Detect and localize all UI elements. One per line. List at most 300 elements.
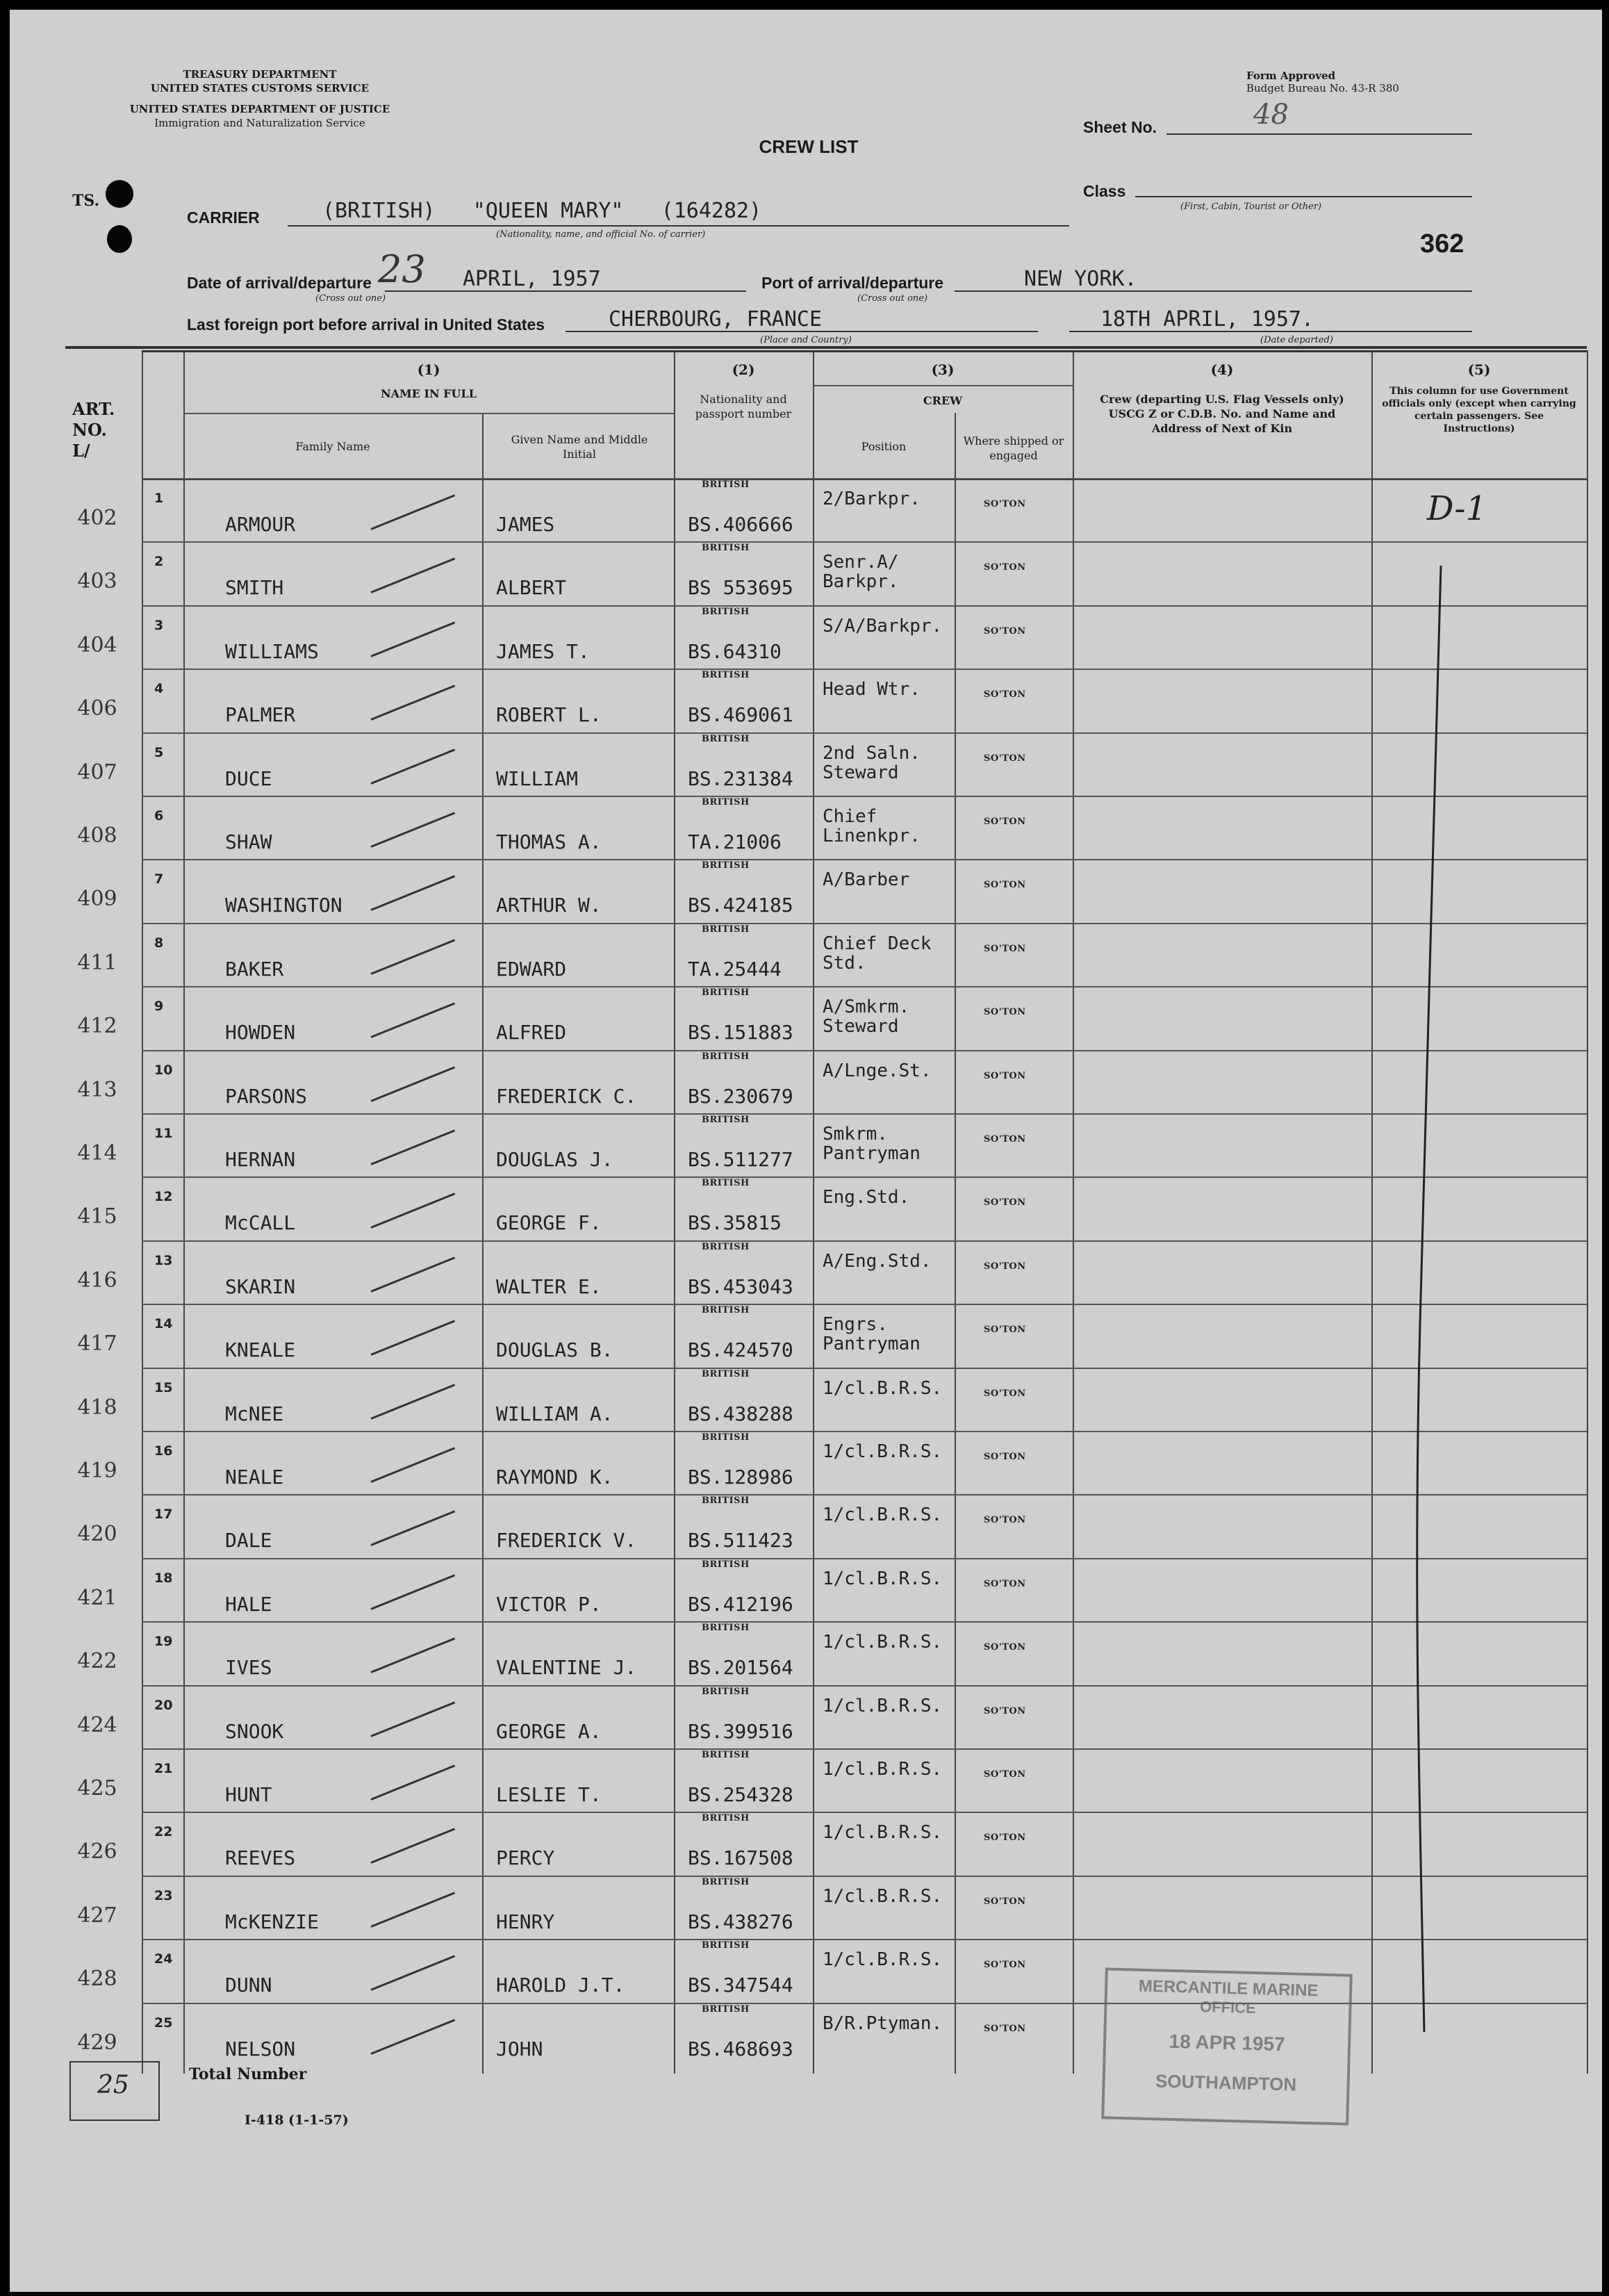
family-name: SMITH [225,576,284,600]
family-name: HERNAN [225,1148,296,1171]
col4-text: Crew (departing U.S. Flag Vessels only) USCG Z or C.D.B. No. and Name and Address of Next of Kin [1100,393,1344,435]
given-name: ARTHUR W. [496,894,602,917]
row-number: 2 [154,554,164,570]
col2-nationality: Nationality and passport number [695,393,792,420]
ts-mark: TS. [72,192,100,210]
family-name: WASHINGTON [225,894,343,917]
table-row [142,1431,1587,1495]
passport-number: BS.468693 [688,2037,793,2060]
table-row [142,732,1587,796]
nationality: BRITISH [702,1750,750,1760]
sheet-no-label: Sheet No. [1083,118,1157,136]
date-departed-value: 18TH APRIL, 1957. [1100,307,1314,331]
family-name: PALMER [225,703,296,727]
arrival-label: Date of arrival/departure [187,274,372,292]
row-number: 24 [154,1951,173,1967]
position: 1/cl.B.R.S. [823,1377,943,1399]
given-name: JOHN [496,2037,543,2060]
passport-number: BS.151883 [688,1021,793,1044]
class-caption: (First, Cabin, Tourist or Other) [1180,202,1322,212]
position: 1/cl.B.R.S. [823,1695,943,1716]
arrival-caption: (Cross out one) [315,293,386,304]
given-name: RAYMOND K. [496,1466,613,1489]
given-name: VICTOR P. [496,1592,602,1616]
position: 1/cl.B.R.S. [823,1949,943,1971]
pencil-check-mark [370,1384,455,1419]
position: A/Lnge.St. [823,1060,932,1081]
table-row [142,923,1587,987]
nationality: BRITISH [702,1876,750,1887]
nationality: BRITISH [702,1940,750,1951]
passport-number: BS.511423 [688,1529,793,1552]
table-row [142,859,1587,923]
position: A/Eng.Std. [823,1250,932,1272]
stamp-line1: MERCANTILE MARINE [1138,1976,1319,2001]
where-shipped: SO'TON [984,1896,1026,1907]
agency-ins: Immigration and Naturalization Service [154,117,365,129]
art-number: 427 [77,1903,117,1928]
art-number: 411 [77,950,117,975]
pencil-check-mark [370,1511,455,1546]
pencil-check-mark [370,748,455,784]
where-shipped: SO'TON [984,1197,1026,1208]
row-number: 1 [154,491,164,506]
art-number: 402 [77,506,117,530]
pencil-check-mark [370,1003,455,1038]
nationality: BRITISH [702,543,750,554]
position: 1/cl.B.R.S. [823,1632,943,1653]
given-name: FREDERICK V. [496,1529,637,1552]
given-name: VALENTINE J. [496,1656,637,1680]
position: 1/cl.B.R.S. [823,1568,943,1589]
art-no-header-text: ART. NO. L/ [72,399,115,461]
passport-number: BS.128986 [688,1466,793,1489]
art-number: 415 [77,1204,117,1229]
table-row [142,541,1587,605]
form-number: I-418 (1-1-57) [245,2113,349,2128]
position: 2nd Saln. Steward [823,742,921,783]
pencil-check-mark [370,494,455,530]
given-name: GEORGE F. [496,1211,602,1235]
passport-number: BS.231384 [688,766,793,790]
pencil-check-mark [370,2019,455,2054]
last-port-value: CHERBOURG, FRANCE [609,307,823,331]
where-shipped: SO'TON [984,1452,1026,1462]
art-number: 420 [77,1522,117,1547]
family-name: McKENZIE [225,1910,319,1933]
where-shipped: SO'TON [984,817,1026,827]
position: B/R.Ptyman. [823,2012,943,2034]
art-number: 421 [77,1585,117,1610]
position: 2/Barkpr. [823,489,921,509]
where-shipped: SO'TON [984,1960,1026,1971]
family-name: NEALE [225,1466,284,1489]
position: A/Smkrm. Steward [823,997,910,1038]
passport-number: BS.64310 [688,639,782,663]
row-number: 18 [154,1570,173,1586]
position: 1/cl.B.R.S. [823,1504,943,1526]
port-caption: (Cross out one) [857,293,928,304]
given-name: HENRY [496,1910,555,1933]
pencil-check-mark [370,1701,455,1737]
pencil-check-mark [370,1447,455,1482]
row-number: 25 [154,2015,173,2031]
family-name: DALE [225,1529,272,1552]
position: Chief Linenkpr. [823,806,921,846]
family-name: DUNN [225,1974,272,1997]
nationality: BRITISH [702,1623,750,1634]
given-name: GEORGE A. [496,1719,602,1743]
passport-number: BS.201564 [688,1656,793,1680]
col5-handdrawn-line [1392,559,1462,2046]
col1-number: (1) [417,361,440,378]
nationality: BRITISH [702,797,750,807]
pencil-check-mark [370,812,455,847]
row-number: 14 [154,1316,173,1332]
given-name: DOUGLAS J. [496,1148,613,1171]
table-row [142,796,1587,860]
art-number: 419 [77,1459,117,1483]
budget-bureau: Budget Bureau No. 43-R 380 [1246,82,1399,95]
passport-number: BS.399516 [688,1719,793,1743]
where-shipped: SO'TON [984,1070,1026,1081]
nationality: BRITISH [702,670,750,681]
row-number: 5 [154,744,164,760]
header-separator [65,346,1587,349]
col4-number: (4) [1210,361,1234,378]
where-shipped: SO'TON [984,562,1026,573]
nationality: BRITISH [702,1051,750,1062]
where-shipped: SO'TON [984,1515,1026,1526]
table-row [142,1621,1587,1685]
stamp-line2: OFFICE [1199,1997,1257,2017]
passport-number: BS.412196 [688,1592,793,1616]
row-number: 21 [154,1761,173,1776]
pencil-check-mark [370,621,455,657]
col5-mark: D-1 [1427,489,1487,528]
position: Engrs. Pantryman [823,1314,921,1355]
passport-number: BS.424570 [688,1338,793,1362]
row-number: 6 [154,808,164,823]
row-number: 17 [154,1507,173,1523]
pencil-check-mark [370,1892,455,1927]
art-number: 428 [77,1967,117,1992]
family-name: PARSONS [225,1084,308,1108]
position: Senr.A/ Barkpr. [823,552,899,593]
row-number: 20 [154,1697,173,1713]
col-position: Position [861,440,907,453]
given-name: LESLIE T. [496,1783,602,1806]
family-name: DUCE [225,766,272,790]
art-number: 414 [77,1141,117,1165]
art-number: 413 [77,1077,117,1102]
where-shipped: SO'TON [984,499,1026,509]
where-shipped: SO'TON [984,625,1026,637]
given-name: DOUGLAS B. [496,1338,613,1362]
nationality: BRITISH [702,1432,750,1443]
arrival-value: APRIL, 1957 [463,267,601,291]
row-number: 19 [154,1634,173,1650]
family-name: IVES [225,1656,272,1680]
pencil-check-mark [370,1955,455,1991]
col2-number: (2) [732,361,755,378]
row-number: 9 [154,999,164,1015]
table-row [142,986,1587,1050]
where-shipped: SO'TON [984,1642,1026,1653]
pencil-check-mark [370,558,455,593]
where-shipped: SO'TON [984,689,1026,700]
pencil-check-mark [370,876,455,911]
col-given-name: Given Name and Middle Initial [511,433,648,461]
family-name: NELSON [225,2037,296,2060]
pencil-check-mark [370,1193,455,1229]
given-name: JAMES [496,513,555,536]
pencil-check-mark [370,1764,455,1800]
nationality: BRITISH [702,2003,750,2015]
art-number: 417 [77,1331,117,1356]
position: A/Barber [823,869,910,891]
agency-customs: UNITED STATES CUSTOMS SERVICE [150,82,370,95]
arrival-day: 23 [378,247,426,291]
pencil-check-mark [370,1066,455,1101]
table-row [142,1876,1587,1940]
given-name: THOMAS A. [496,830,602,853]
passport-number: BS.230679 [688,1084,793,1108]
nationality: BRITISH [702,1178,750,1189]
nationality: BRITISH [702,1305,750,1316]
given-name: WILLIAM A. [496,1402,613,1425]
position: Head Wtr. [823,679,921,700]
art-number: 425 [77,1776,117,1801]
position: Chief Deck Std. [823,933,932,974]
carrier-value: (BRITISH) "QUEEN MARY" (164282) [322,199,762,223]
where-shipped: SO'TON [984,1769,1026,1780]
given-name: JAMES T. [496,639,590,663]
family-name: HALE [225,1592,272,1616]
stamp-place: SOUTHAMPTON [1155,2070,1297,2095]
col3-crew: CREW [923,394,963,407]
art-number: 416 [77,1268,117,1293]
nationality: BRITISH [702,987,750,999]
port-label: Port of arrival/departure [761,274,944,292]
where-shipped: SO'TON [984,1007,1026,1018]
art-number: 426 [77,1839,117,1864]
table-row [142,605,1587,669]
family-name: WILLIAMS [225,639,319,663]
family-name: REEVES [225,1846,296,1870]
punch-hole-bottom [107,225,132,253]
art-number: 407 [77,760,117,785]
nationality: BRITISH [702,1495,750,1507]
pencil-check-mark [370,1574,455,1609]
family-name: SNOOK [225,1719,284,1743]
table-row [142,1494,1587,1558]
row-number: 12 [154,1189,173,1205]
table-row [142,1176,1587,1240]
table-row [142,1558,1587,1622]
nationality: BRITISH [702,1813,750,1824]
passport-number: TA.21006 [688,830,782,853]
given-name: WALTER E. [496,1274,602,1298]
passport-number: BS.406666 [688,513,793,536]
col3-number: (3) [931,361,955,378]
nationality: BRITISH [702,1241,750,1252]
pencil-check-mark [370,1638,455,1673]
passport-number: BS.424185 [688,894,793,917]
where-shipped: SO'TON [984,1388,1026,1399]
where-shipped: SO'TON [984,2023,1026,2034]
family-name: KNEALE [225,1338,296,1362]
art-number: 418 [77,1395,117,1420]
given-name: ROBERT L. [496,703,602,727]
class-label: Class [1083,182,1126,200]
agency-treasury: TREASURY DEPARTMENT [183,68,337,81]
family-name: BAKER [225,957,284,981]
table-row [142,478,1587,542]
passport-number: BS.35815 [688,1211,782,1235]
row-number: 10 [154,1062,173,1078]
col5-text: This column for use Government officials only (except when carrying certain passengers. See Instructions) [1382,386,1576,434]
passport-number: BS.167508 [688,1846,793,1870]
row-number: 23 [154,1887,173,1903]
family-name: HOWDEN [225,1021,296,1044]
family-name: SKARIN [225,1274,296,1298]
passport-number: BS.511277 [688,1148,793,1171]
art-number: 403 [77,569,117,594]
col-where-shipped: Where shipped or engaged [963,434,1064,462]
passport-number: BS.254328 [688,1783,793,1806]
col1-name-in-full: NAME IN FULL [380,387,477,400]
nationality: BRITISH [702,1115,750,1125]
art-number: 429 [77,2030,117,2055]
passport-number: BS.469061 [688,703,793,727]
art-number: 424 [77,1712,117,1737]
form-approved: Form Approved [1246,69,1336,82]
table-row [142,1812,1587,1876]
position: 1/cl.B.R.S. [823,1822,943,1844]
nationality: BRITISH [702,479,750,490]
table-row [142,669,1587,732]
agency-justice: UNITED STATES DEPARTMENT OF JUSTICE [129,103,390,115]
position: 1/cl.B.R.S. [823,1441,943,1462]
mercantile-marine-stamp [1101,1967,1353,2125]
pencil-check-mark [370,685,455,721]
nationality: BRITISH [702,1368,750,1379]
family-name: McNEE [225,1402,284,1425]
passport-number: BS 553695 [688,576,793,600]
nationality: BRITISH [702,733,750,744]
where-shipped: SO'TON [984,753,1026,764]
row-number: 3 [154,617,164,633]
position: 1/cl.B.R.S. [823,1759,943,1780]
art-number: 412 [77,1014,117,1039]
position: 1/cl.B.R.S. [823,1885,943,1907]
row-number: 7 [154,871,164,887]
art-number: 409 [77,887,117,912]
row-number: 8 [154,935,164,951]
row-number: 22 [154,1824,173,1840]
passport-number: BS.438276 [688,1910,793,1933]
art-number: 406 [77,696,117,721]
pencil-check-mark [370,1320,455,1356]
table-row [142,1748,1587,1812]
sheet-no-value: 48 [1253,99,1289,131]
given-name: EDWARD [496,957,567,981]
nationality: BRITISH [702,606,750,617]
pencil-check-mark [370,939,455,974]
table-row [142,1368,1587,1432]
given-name: ALBERT [496,576,567,600]
position: Smkrm. Pantryman [823,1124,921,1164]
row-number: 11 [154,1126,173,1141]
given-name: ALFRED [496,1021,567,1044]
given-name: FREDERICK C. [496,1084,637,1108]
row-number: 15 [154,1379,173,1395]
stamp-date: 18 APR 1957 [1169,2030,1286,2056]
art-no-header [72,399,128,461]
total-value: 25 [97,2071,129,2099]
where-shipped: SO'TON [984,1261,1026,1272]
nationality: BRITISH [702,924,750,935]
port-value: NEW YORK. [1024,267,1137,291]
date-departed-caption: (Date departed) [1260,335,1333,345]
carrier-caption: (Nationality, name, and official No. of carrier) [496,229,706,240]
family-name: SHAW [225,830,272,853]
nationality: BRITISH [702,1686,750,1697]
passport-number: BS.347544 [688,1974,793,1997]
family-name: ARMOUR [225,513,296,536]
where-shipped: SO'TON [984,1578,1026,1589]
where-shipped: SO'TON [984,1134,1026,1145]
crew-table [142,350,1587,2074]
table-row [142,1050,1587,1114]
given-name: WILLIAM [496,766,579,790]
last-port-label: Last foreign port before arrival in United States [187,315,545,334]
position: Eng.Std. [823,1187,910,1208]
table-row [142,1685,1587,1749]
page-title: CREW LIST [759,136,859,157]
last-port-caption: (Place and Country) [760,335,852,345]
total-label: Total Number [189,2065,307,2083]
row-number: 13 [154,1252,173,1268]
where-shipped: SO'TON [984,1705,1026,1716]
punch-hole-top [106,180,133,208]
position: S/A/Barkpr. [823,615,943,637]
where-shipped: SO'TON [984,943,1026,954]
where-shipped: SO'TON [984,880,1026,891]
family-name: McCALL [225,1211,296,1235]
page-number: 362 [1420,229,1464,259]
col-family-name: Family Name [295,440,370,453]
family-name: HUNT [225,1783,272,1806]
col5-number: (5) [1467,361,1491,378]
given-name: HAROLD J.T. [496,1974,625,1997]
where-shipped: SO'TON [984,1325,1026,1336]
pencil-check-mark [370,1129,455,1165]
row-number: 16 [154,1443,173,1459]
where-shipped: SO'TON [984,1832,1026,1844]
crew-list-sheet [10,10,1602,2292]
art-number: 408 [77,823,117,848]
table-row [142,1939,1587,2003]
table-row [142,1113,1587,1177]
table-row [142,2003,1587,2067]
passport-number: BS.453043 [688,1274,793,1298]
nationality: BRITISH [702,860,750,871]
given-name: PERCY [496,1846,555,1870]
row-number: 4 [154,681,164,697]
table-row [142,1304,1587,1368]
